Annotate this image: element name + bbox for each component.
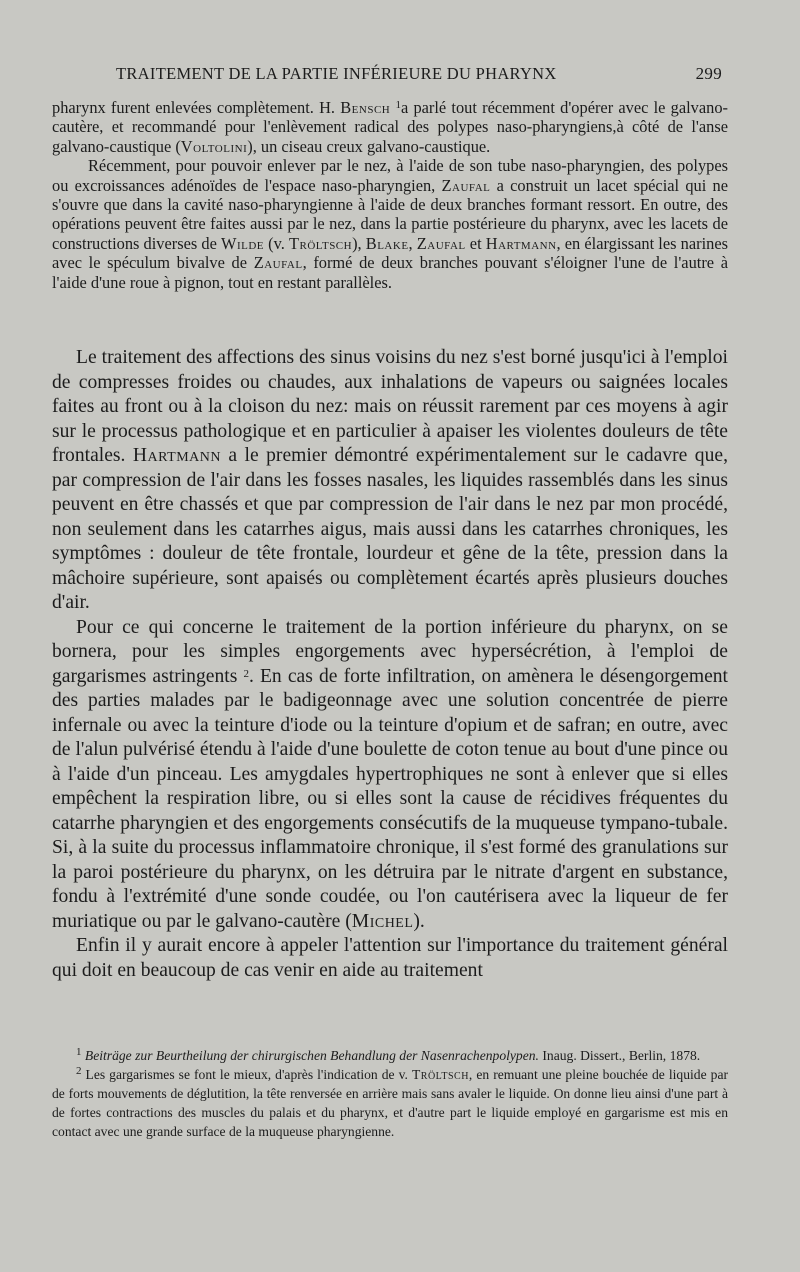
author-name: Voltolini bbox=[180, 136, 248, 156]
author-name: Bensch bbox=[340, 98, 391, 117]
running-title: TRAITEMENT DE LA PARTIE INFÉRIEURE DU PHARYNX bbox=[116, 64, 557, 83]
paragraph-1: Le traitement des affections des sinus voisins du nez s'est borné jusqu'ici à l'emploi de compresses froides ou chaudes, aux inhalations de vapeurs ou saignées locales faites au front ou à la cloison du nez: mais on réussit rarement par ces moyens à agir sur le processus pathologique et en particulier à apaiser les violentes douleurs de tête frontales. Hartmann a le premier démontré expérimentalement sur le cadavre que, par compression de l'air dans les fosses nasales, les liquides rassemblés dans les sinus peuvent en être chassés et que par compression de l'air dans le nez par mon procédé, non seulement dans les catarrhes aigus, mais aussi dans les catarrhes chroniques, les symptômes : douleur de tête frontale, lourdeur et gêne de la tête, pression dans la mâchoire supérieure, sont apaisés ou complètement écartés après plusieurs douches d'air. bbox=[52, 347, 728, 613]
footnote-ref: 2 bbox=[243, 667, 249, 680]
author-name: Michel bbox=[351, 910, 414, 932]
small-paragraph-2: Récemment, pour pouvoir enlever par le nez, à l'aide de son tube naso-pharyngien, des polypes ou excroissances adénoïdes de l'espace naso-pharyngien, Zaufal a construit un lacet spécial qui ne s'ouvre que dans la cavité naso-pharyngienne à l'aide de deux branches formant ressort. En outre, des opérations peuvent être faites aussi par le nez, dans la partie postérieure du pharynx, avec les lacets de constructions diverses de Wilde (v. Tröltsch), Blake, Zaufal et Hartmann, en élargissant les narines avec le spéculum bivalve de Zaufal, formé de deux branches pouvant s'éloigner l'une de l'autre à l'aide d'une roue à pignon, tout en restant parallèles. bbox=[52, 156, 729, 292]
small-print-section bbox=[52, 98, 728, 292]
paragraph-2: Pour ce qui concerne le traitement de la portion inférieure du pharynx, on se bornera, pour les simples engorgements avec hypersécrétion, à l'emploi de gargarismes astringents $^2$. En cas de forte infiltration, on amènera le désengorgement des parties malades par le badigeonnage avec une solution concentrée de pierre infernale ou avec la teinture d'iode ou la teinture d'opium et de safran; en outre, avec de l'alun pulvérisé étendu à l'aide d'une boulette de coton tenue au bout d'une pince ou à l'aide d'un pinceau. Les amygdales hypertrophiques ne sont à enlever que si elles empêchent la respiration libre, ou si elles sont la cause de récidives fréquentes du catarrhe pharyngien et des engorgements consécutifs de la muqueuse tympano-tubale. Si, à la suite du processus inflammatoire chronique, il s'est formé des granulations sur la paroi postérieure du pharynx, on les détruira par le nitrate d'argent en substance, fondu à l'extrémité d'une sonde coudée, ou l'on cautérisera avec la liqueur de fer muriatique ou par le galvano-cautère (Michel). bbox=[52, 616, 728, 932]
main-text bbox=[52, 346, 728, 983]
paragraph-3: Enfin il y aurait encore à appeler l'attention sur l'importance du traitement général qui doit en beaucoup de cas venir en aide au traitement bbox=[52, 935, 728, 981]
author-name: Tröltsch bbox=[288, 233, 353, 253]
author-name: Hartmann bbox=[485, 233, 557, 253]
small-paragraph-1: pharynx furent enlevées complètement. H. Bensch $^1$a parlé tout récemment d'opérer avec le galvano-cautère, et recommandé pour l'enlèvement radical des polypes naso-pharyngiens,à côté de l'anse galvano-caustique (Voltolini), un ciseau creux galvano-caustique. bbox=[52, 98, 728, 156]
author-name: Tröltsch bbox=[411, 1067, 469, 1082]
footnotes bbox=[52, 1046, 728, 1141]
author-name: Wilde bbox=[220, 233, 265, 253]
author-name: Hartmann bbox=[132, 445, 221, 466]
cited-title: Beiträge zur Beurtheilung der chirurgischen Behandlung der Nasenrachenpolypen. bbox=[84, 1048, 539, 1063]
footnote-number: 1 bbox=[76, 1046, 82, 1058]
footnote-1: $^1$ Beiträge zur Beurtheilung der chirurgischen Behandlung der Nasenrachenpolypen. Inaug. Dissert., Berlin, 1878. bbox=[76, 1046, 701, 1063]
author-name: Zaufal bbox=[441, 175, 491, 195]
author-name: Zaufal bbox=[253, 253, 303, 273]
footnote-2: $^2$ Les gargarismes se font le mieux, d'après l'indication de v. Tröltsch, en remuant une pleine bouchée de liquide par de forts mouvements de déglutition, la tête renversée en arrière mais sans avaler le liquide. On donne lieu ainsi d'une part à de fortes contractions des muscles du palais et du pharynx, et d'autre part le liquide employé en gargarisme est mis en contact avec une grande surface de la muqueuse pharyngienne. bbox=[52, 1065, 729, 1139]
footnote-ref: 1 bbox=[395, 99, 401, 111]
author-name: Zaufal bbox=[416, 233, 466, 253]
author-name: Blake bbox=[365, 233, 409, 253]
page-number: 299 bbox=[695, 64, 722, 83]
footnote-number: 2 bbox=[76, 1065, 82, 1077]
